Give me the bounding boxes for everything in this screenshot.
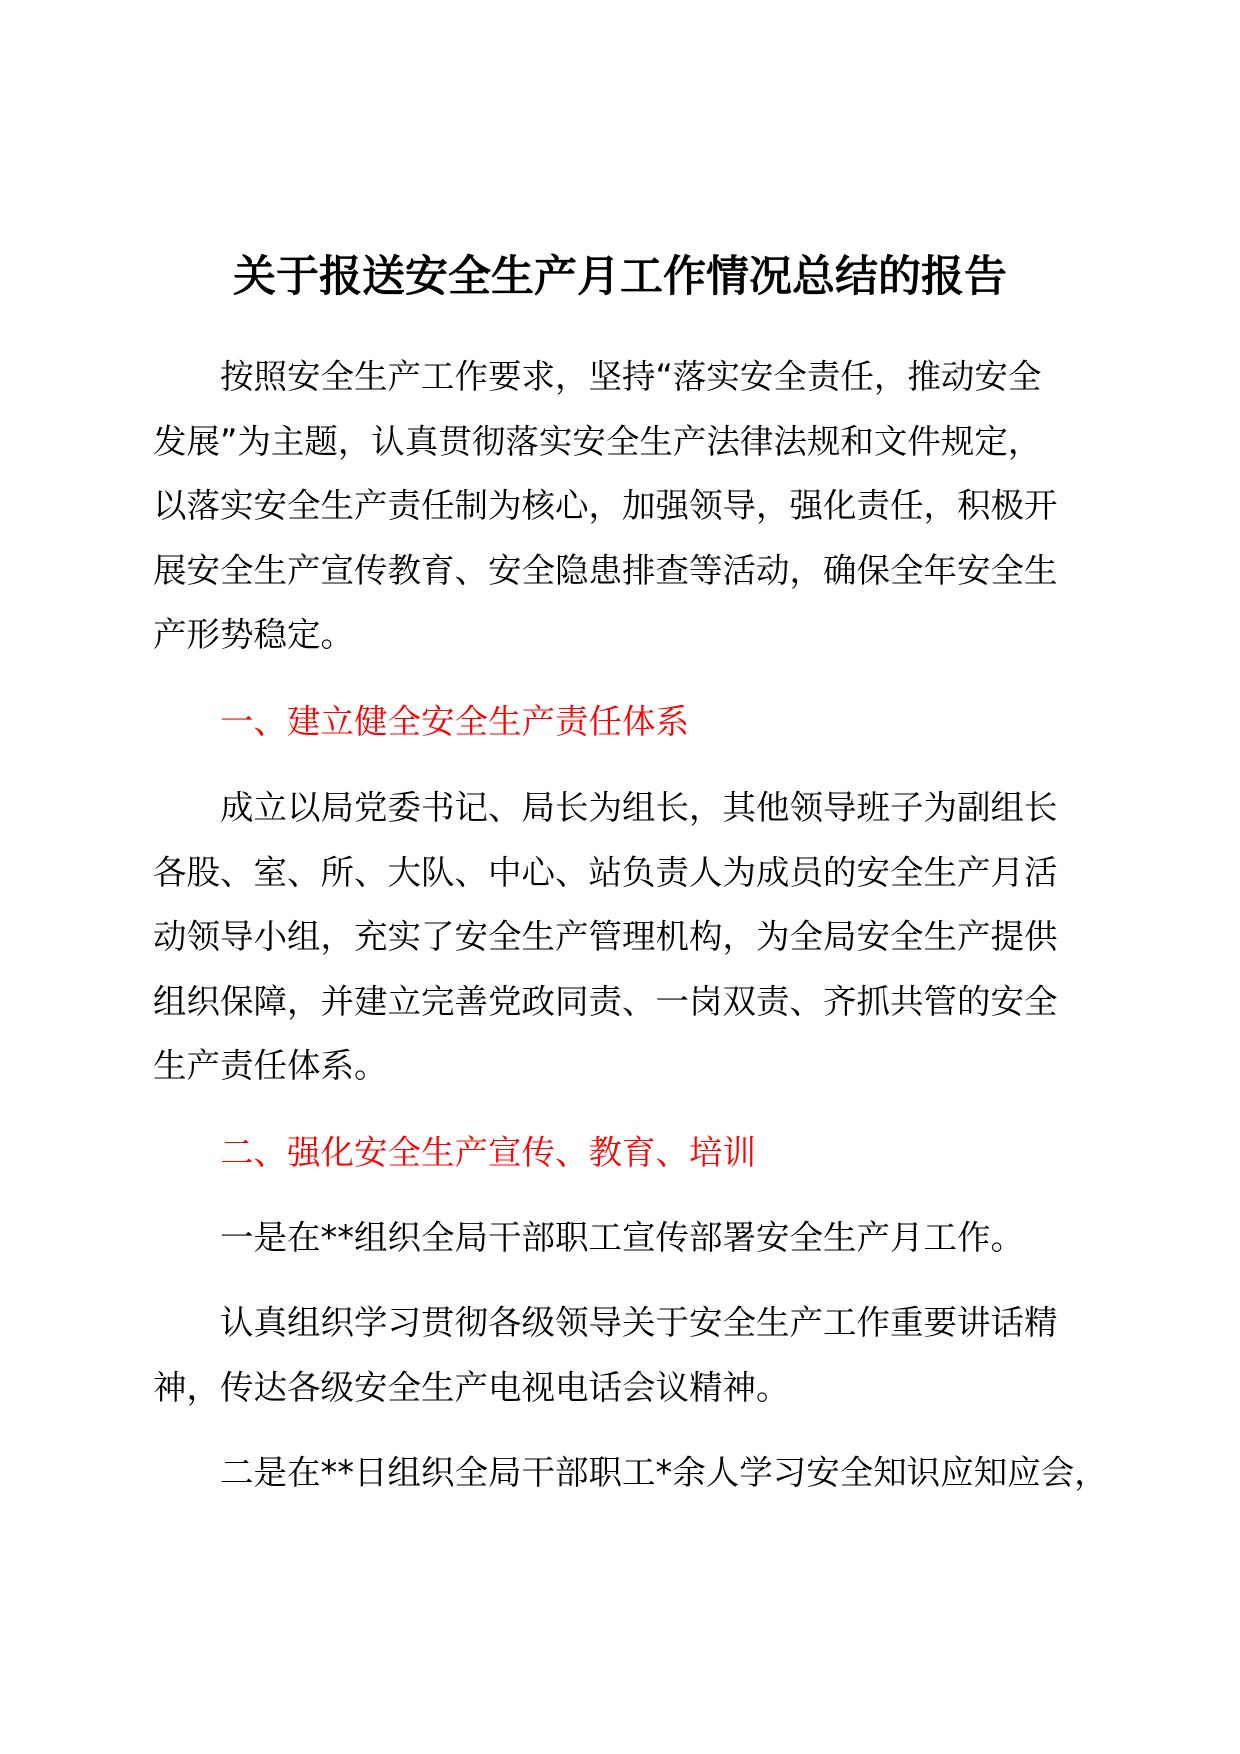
paragraph-line: 各股、室、所、大队、中心、站负责人为成员的安全生产月活 [153, 852, 1058, 892]
paragraph-line: 展安全生产宣传教育、安全隐患排查等活动，确保全年安全生 [153, 550, 1058, 590]
intro-paragraph [153, 345, 1103, 668]
section-2-item-1 [153, 1206, 1103, 1271]
paragraph-line: 以落实安全生产责任制为核心，加强领导，强化责任，积极开 [153, 486, 1058, 525]
paragraph-line: 动领导小组，充实了安全生产管理机构，为全局安全生产提供 [153, 917, 1058, 956]
section-1-paragraph [153, 776, 1103, 1099]
paragraph-line: 发展”为主题，认真贯彻落实安全生产法律法规和文件规定， [153, 421, 1042, 461]
paragraph-line: 认真组织学习贯彻各级领导关于安全生产工作重要讲话精 [220, 1303, 1058, 1342]
paragraph-line: 组织保障，并建立完善党政同责、一岗双责、齐抓共管的安全 [153, 981, 1058, 1021]
paragraph-line: 按照安全生产工作要求，坚持“落实安全责任，推动安全 [220, 357, 1042, 396]
section-1-heading: 一、建立健全安全生产责任体系 [220, 702, 689, 741]
section-2-heading: 二、强化安全生产宣传、教育、培训 [220, 1133, 756, 1172]
section-2-item-2 [153, 1441, 1108, 1506]
document-title: 关于报送安全生产月工作情况总结的报告 [233, 252, 1007, 302]
paragraph-line: 成立以局党委书记、局长为组长，其他领导班子为副组长 [220, 788, 1058, 827]
paragraph-line: 二是在**日组织全局干部职工*余人学习安全知识应知应会， [220, 1453, 1108, 1492]
section-2-paragraph [153, 1291, 1103, 1420]
paragraph-line: 生产责任体系。 [153, 1046, 388, 1085]
paragraph-line: 一是在**组织全局干部职工宣传部署安全生产月工作。 [220, 1218, 1024, 1257]
paragraph-line: 神，传达各级安全生产电视电话会议精神。 [153, 1367, 790, 1407]
paragraph-line: 产形势稳定。 [153, 615, 354, 654]
